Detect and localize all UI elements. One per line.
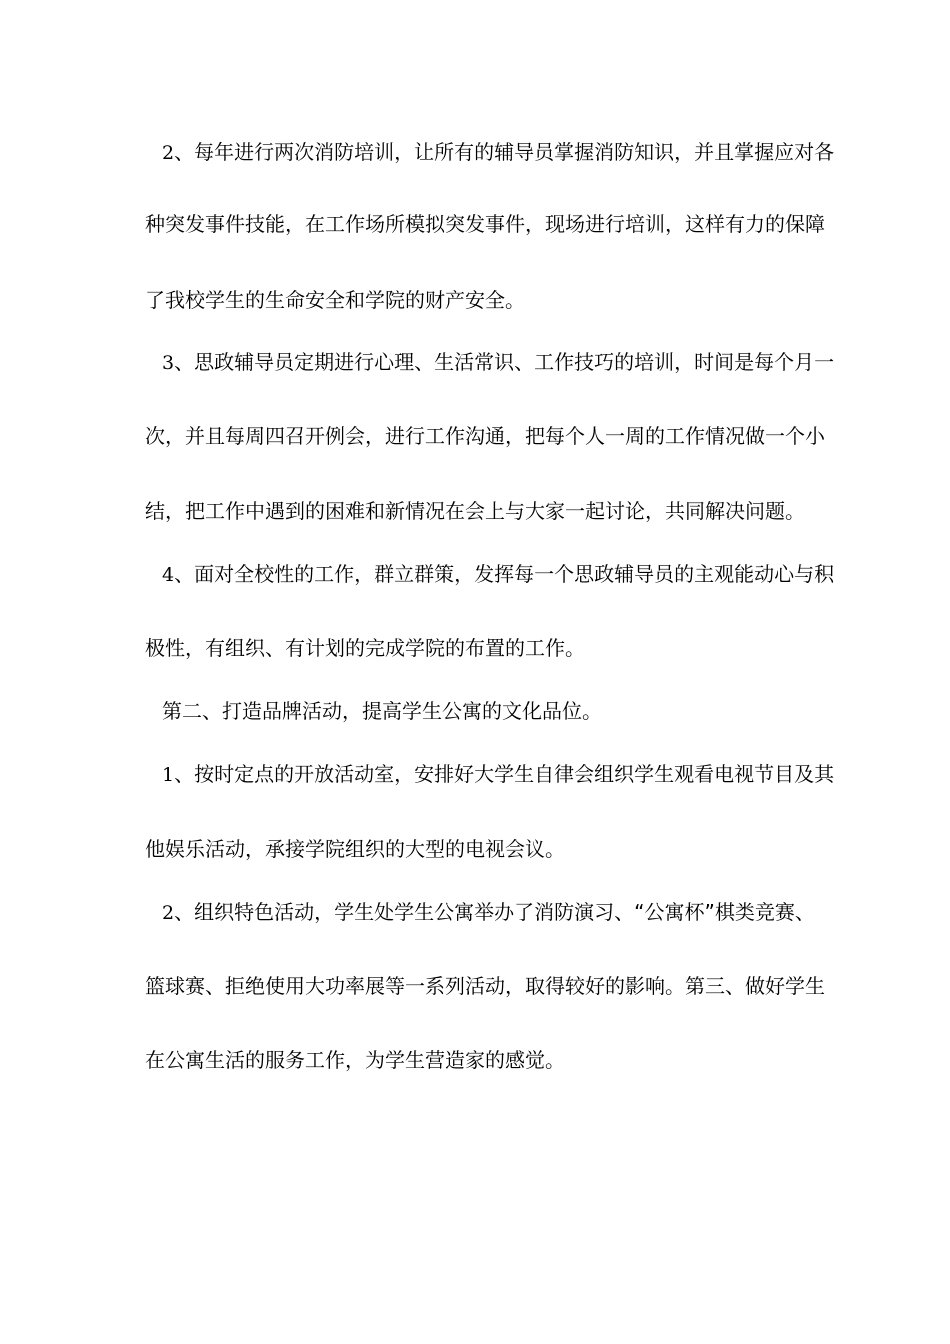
paragraph-line [145,835,950,863]
line-text: 、组织特色活动，学生处学生公寓举办了消防演习、“公寓杯”棋类竞赛、 [174,900,815,924]
paragraph-line [162,560,950,589]
paragraph-line [162,760,950,789]
line-text: 篮球赛、拒绝使用大功率展等一系列活动，取得较好的影响。第三、做好学生 [145,974,825,998]
line-text: 了我校学生的生命安全和学院的财产安全。 [145,288,525,312]
paragraph-line [145,972,950,1000]
line-text: 种突发事件技能，在工作场所模拟突发事件，现场进行培训，这样有力的保障 [145,212,825,236]
list-number: 1 [162,764,175,786]
list-number: 2 [162,902,175,924]
line-text: 结，把工作中遇到的困难和新情况在会上与大家一起讨论，共同解决问题。 [145,499,805,523]
paragraph-line [162,138,950,167]
list-number: 4 [162,564,175,586]
paragraph-line [145,210,950,238]
line-text: 在公寓生活的服务工作，为学生营造家的感觉。 [145,1048,565,1072]
paragraph-line [162,898,950,927]
paragraph-line [145,634,950,662]
line-text: 他娱乐活动，承接学院组织的大型的电视会议。 [145,837,565,861]
section-heading [162,697,950,725]
line-text: 、思政辅导员定期进行心理、生活常识、工作技巧的培训，时间是每个月一 [174,350,835,374]
paragraph-line [145,422,950,450]
line-text: 、面对全校性的工作，群立群策，发挥每一个思政辅导员的主观能动心与积 [174,562,835,586]
line-text: 第二、打造品牌活动，提高学生公寓的文化品位。 [162,699,602,723]
line-text: 次，并且每周四召开例会，进行工作沟通，把每个人一周的工作情况做一个小 [145,424,825,448]
line-text: 极性，有组织、有计划的完成学院的布置的工作。 [145,636,585,660]
paragraph-line [145,1046,950,1074]
line-text: 、按时定点的开放活动室，安排好大学生自律会组织学生观看电视节目及其 [174,762,835,786]
list-number: 2 [162,142,175,164]
paragraph-line [145,497,950,525]
line-text: 、每年进行两次消防培训，让所有的辅导员掌握消防知识，并且掌握应对各 [174,140,835,164]
paragraph-line [162,348,950,377]
paragraph-line [145,286,950,314]
list-number: 3 [162,352,175,374]
